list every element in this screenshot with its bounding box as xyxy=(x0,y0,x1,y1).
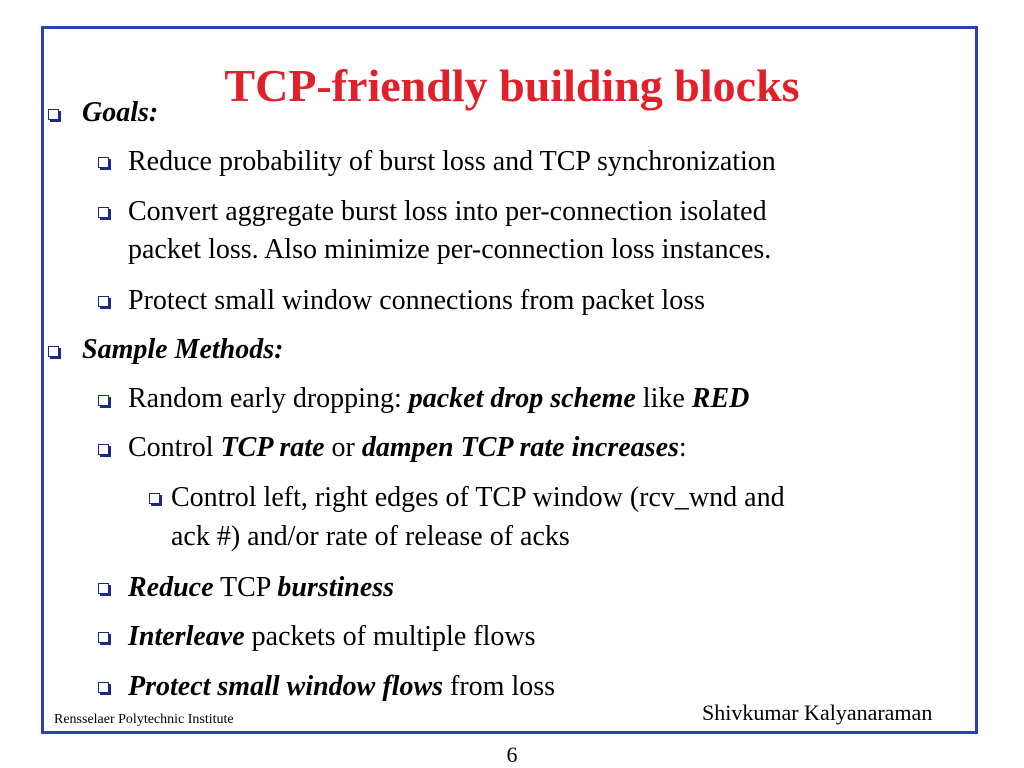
method-emphasis: Reduce xyxy=(128,572,214,603)
method-item-interleave xyxy=(128,620,535,654)
method-emphasis: RED xyxy=(691,383,750,414)
bullet-icon xyxy=(98,583,109,594)
author-name: Shivkumar Kalyanaraman xyxy=(702,700,933,725)
bullet-icon xyxy=(98,632,109,643)
method-emphasis: Interleave xyxy=(128,621,245,652)
goals-heading: Goals: xyxy=(82,97,159,128)
goal-item: Convert aggregate burst loss into per-connection isolated xyxy=(128,196,767,227)
method-text: : xyxy=(678,432,687,463)
sub-item-continued: ack #) and/or rate of release of acks xyxy=(171,521,570,552)
goal-item: Reduce probability of burst loss and TCP synchronization xyxy=(128,146,776,177)
method-item-protect xyxy=(128,670,555,704)
bullet-icon xyxy=(98,296,109,307)
bullet-icon xyxy=(98,207,109,218)
method-text: from loss xyxy=(443,671,556,702)
bullet-icon xyxy=(98,444,109,455)
goal-item-continued: packet loss. Also minimize per-connection loss instances. xyxy=(128,234,772,265)
bullet-icon xyxy=(48,346,59,357)
method-emphasis: TCP rate xyxy=(220,432,325,463)
method-text: TCP xyxy=(213,572,278,603)
method-emphasis: dampen TCP rate increases xyxy=(361,432,679,463)
method-emphasis: packet drop scheme xyxy=(408,383,636,414)
bullet-icon xyxy=(149,493,160,504)
slide-title: TCP-friendly building blocks xyxy=(224,60,800,111)
goal-item: Protect small window connections from packet loss xyxy=(128,285,705,316)
method-text: packets of multiple flows xyxy=(244,621,536,652)
method-item-control xyxy=(128,431,687,465)
bullet-icon xyxy=(98,682,109,693)
method-text: Random early dropping: xyxy=(128,383,409,414)
method-item-red xyxy=(128,382,749,416)
bullet-icon xyxy=(98,157,109,168)
page-number: 6 xyxy=(506,742,518,767)
method-text: or xyxy=(324,432,362,463)
method-emphasis: Protect small window flows xyxy=(128,671,444,702)
method-text: like xyxy=(635,383,692,414)
method-emphasis: burstiness xyxy=(277,572,395,603)
institute-name: Rensselaer Polytechnic Institute xyxy=(54,712,234,727)
methods-heading: Sample Methods: xyxy=(82,334,284,365)
method-text: Control xyxy=(128,432,221,463)
sub-item: Control left, right edges of TCP window (rcv_wnd and xyxy=(171,482,785,513)
method-item-reduce xyxy=(128,571,394,605)
bullet-icon xyxy=(48,109,59,120)
bullet-icon xyxy=(98,395,109,406)
